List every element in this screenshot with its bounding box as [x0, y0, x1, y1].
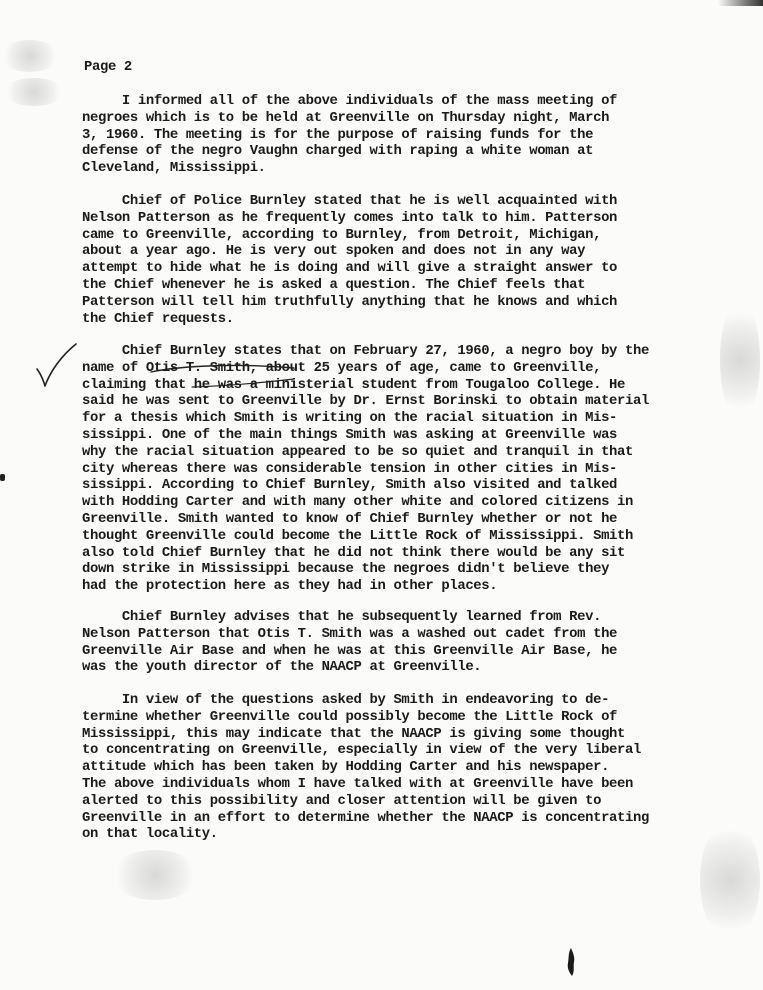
text-line: Greenville Air Base and when he was at this Greenville Air Base, he	[82, 642, 618, 659]
text-line: attitude which has been taken by Hodding Carter and his newspaper.	[82, 759, 610, 776]
text-line: sissippi. One of the main things Smith was asking at Greenville was	[82, 426, 618, 443]
scan-edge-mark	[718, 0, 763, 6]
text-line: The above individuals whom I have talked with at Greenville have been	[82, 775, 634, 792]
paragraph-1	[82, 93, 732, 177]
text-line: down strike in Mississippi because the negroes didn't believe they	[82, 561, 610, 578]
text-line: Greenville. Smith wanted to know of Chief Burnley whether or not he	[82, 510, 618, 527]
text-line: I informed all of the above individuals of the mass meeting of	[82, 93, 618, 109]
text-line: Mississippi, this may indicate that the NAACP is giving some thought	[82, 725, 626, 742]
text-line: also told Chief Burnley that he did not think there would be any sit	[82, 544, 626, 561]
text-line: to concentrating on Greenville, especially in view of the very liberal	[82, 742, 642, 759]
text-line: thought Greenville could become the Little Rock of Mississippi. Smith	[82, 527, 634, 544]
text-line: attempt to hide what he is doing and will give a straight answer to	[82, 260, 618, 277]
text-line: Chief of Police Burnley stated that he is well acquainted with	[82, 193, 618, 209]
text-line: alerted to this possibility and closer attention will be given to	[82, 792, 602, 809]
text-line: for a thesis which Smith is writing on the racial situation in Mis-	[82, 410, 618, 427]
paragraph-2	[82, 193, 732, 327]
text-line: defense of the negro Vaughn charged with raping a white woman at	[82, 143, 594, 160]
text-line: name of Otis T. Smith, about 25 years of age, came to Greenville,	[82, 359, 602, 376]
underline-annotation	[148, 362, 298, 392]
text-line: said he was sent to Greenville by Dr. Ernst Borinski to obtain material	[82, 393, 649, 410]
text-line: Chief Burnley advises that he subsequently learned from Rev.	[82, 609, 602, 625]
text-line: Patterson will tell him truthfully anything that he knows and which	[82, 293, 618, 310]
text-line: why the racial situation appeared to be so quiet and tranquil in that	[82, 443, 634, 460]
text-line: had the protection here as they had in other places.	[82, 578, 498, 595]
text-line: with Hodding Carter and with many other white and colored citizens in	[82, 494, 634, 511]
text-line: sissippi. According to Chief Burnley, Smith also visited and talked	[82, 477, 618, 494]
page-number: Page 2	[84, 59, 132, 75]
margin-dot	[0, 474, 5, 481]
text-line: 3, 1960. The meeting is for the purpose of raising funds for the	[82, 126, 594, 143]
text-line: In view of the questions asked by Smith in endeavoring to de-	[82, 692, 610, 708]
text-line: termine whether Greenville could possibly become the Little Rock of	[82, 708, 618, 725]
text-line: Nelson Patterson that Otis T. Smith was a washed out cadet from the	[82, 625, 618, 642]
text-line: Chief Burnley states that on February 27, 1960, a negro boy by the	[82, 343, 649, 359]
ink-blot	[565, 947, 577, 977]
checkmark-icon	[34, 342, 78, 388]
text-line: Nelson Patterson as he frequently comes into talk to him. Patterson	[82, 209, 618, 226]
text-line: negroes which is to be held at Greenville on Thursday night, March	[82, 109, 610, 126]
text-line: Greenville in an effort to determine whether the NAACP is concentrating	[82, 809, 649, 826]
paragraph-5	[82, 692, 732, 843]
text-line: on that locality.	[82, 826, 218, 843]
text-line: about a year ago. He is very out spoken and does not in any way	[82, 243, 586, 260]
paragraph-4	[82, 609, 732, 676]
text-line: was the youth director of the NAACP at Greenville.	[82, 659, 482, 676]
scan-smudge	[110, 850, 200, 900]
scan-smudge	[2, 78, 66, 106]
text-line: Cleveland, Mississippi.	[82, 160, 266, 177]
text-line: claiming that he was a ministerial student from Tougaloo College. He	[82, 376, 626, 393]
text-line: the Chief whenever he is asked a question. The Chief feels that	[82, 276, 586, 293]
text-line: city whereas there was considerable tension in other cities in Mis-	[82, 460, 618, 477]
scan-smudge	[0, 40, 60, 72]
text-line: came to Greenville, according to Burnley, from Detroit, Michigan,	[82, 226, 602, 243]
text-line: the Chief requests.	[82, 310, 234, 327]
